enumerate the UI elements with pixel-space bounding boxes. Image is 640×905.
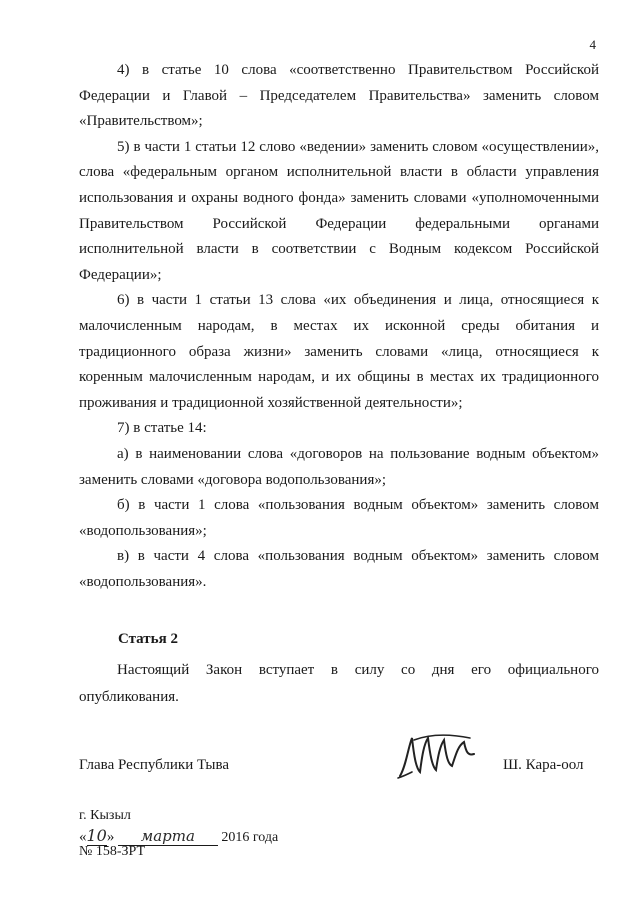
law-number: № 158-ЗРТ — [79, 844, 146, 859]
article-text: Настоящий Закон вступает в силу со дня его официального опубликования. — [79, 662, 599, 705]
date-open-quote: « — [79, 829, 87, 845]
city: г. Кызыл — [79, 808, 131, 823]
amendment-item: 5) в части 1 статьи 12 слово «ведении» заменить словом «осуществлении», слова «федеральным органом исполнительной власти в области управления использования и охраны водного фонда» заменить словами «уполномоченными Правительством Российской Федерации федеральными органами исполнительной власти в соответствии с Водным кодексом Российской Федерации»; — [79, 138, 599, 283]
signatory-name: Ш. Кара-оол — [503, 757, 584, 773]
date-close-quote: » — [106, 829, 115, 845]
signing-date — [79, 826, 278, 846]
amendment-item: 7) в статье 14: — [117, 420, 207, 437]
date-month: марта — [118, 827, 218, 846]
article-heading: Статья 2 — [118, 631, 178, 647]
date-year: 2016 года — [221, 830, 279, 845]
amendment-subitem: а) в наименовании слова «договоров на пользование водным объектом» заменить словами «договора водопользования»; — [79, 445, 599, 488]
date-day: 10 — [86, 826, 107, 845]
amendment-item: 6) в части 1 статьи 13 слова «их объединения и лица, относящиеся к малочисленным народам, в местах их исконной среды обитания и традиционного образа жизни» заменить словами «лица, относящиеся к коренным малочисленным народам, и их общины в местах их традиционного проживания и традиционной хозяйственной деятельности»; — [79, 292, 599, 411]
amendment-subitem: б) в части 1 слова «пользования водным объектом» заменить словом «водопользования»; — [79, 497, 599, 539]
amendments-list — [79, 58, 599, 595]
amendment-item: 4) в статье 10 слова «соответственно Правительством Российской Федерации и Главой – Председателем Правительства» заменить словом «Правительством»; — [79, 62, 599, 130]
handwritten-signature — [394, 726, 484, 784]
page-number: 4 — [589, 37, 596, 52]
signatory-title: Глава Республики Тыва — [79, 757, 230, 773]
amendment-subitem: в) в части 4 слова «пользования водным объектом» заменить словом «водопользования». — [79, 548, 599, 590]
